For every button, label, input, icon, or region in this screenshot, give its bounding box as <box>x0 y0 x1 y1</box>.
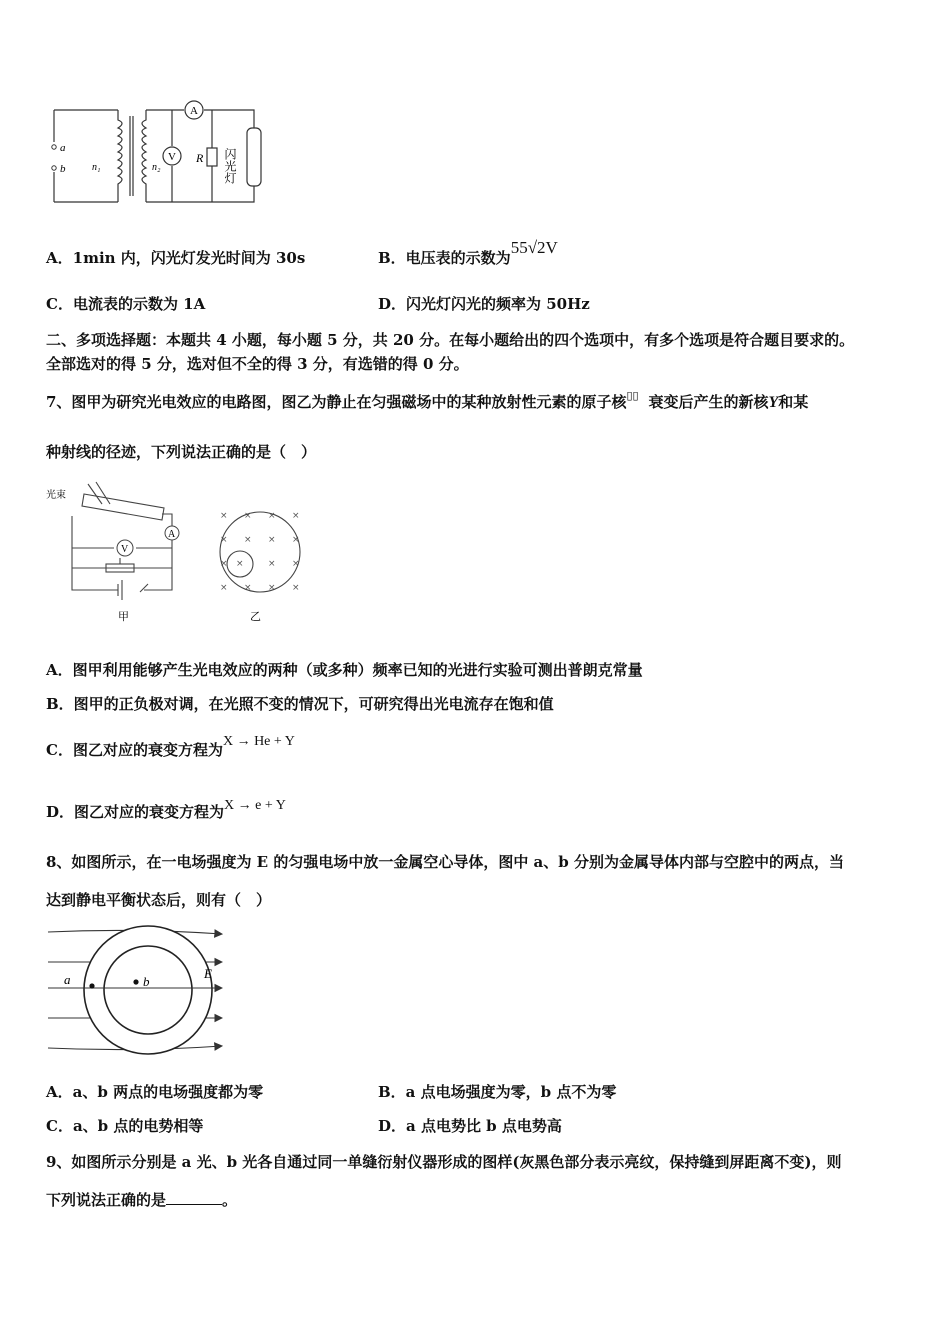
q7-option-d <box>46 798 286 824</box>
q7-stem-line-1 <box>46 389 809 414</box>
q6-option-c: C．电流表的示数为 1A <box>46 295 206 313</box>
q8-stem-line-2: 达到静电平衡状态后，则有（ ） <box>46 891 272 909</box>
light-beam-label: 光束 <box>46 490 66 501</box>
q8-option-d: D．a 点电势比 b 点电势高 <box>378 1117 562 1135</box>
svg-text:×: × <box>292 535 300 545</box>
q7-stem-y: Y <box>768 394 779 411</box>
terminal-b-label: b <box>60 163 66 175</box>
q8-option-a: A．a、b 两点的电场强度都为零 <box>46 1083 264 1101</box>
svg-text:×: × <box>268 511 276 521</box>
hollow-conductor-figure <box>44 924 228 1058</box>
svg-text:×: × <box>220 511 228 521</box>
q7-stem-part-2: 衰变后产生的新核 <box>648 393 769 411</box>
svg-text:×: × <box>268 583 276 593</box>
svg-text:×: × <box>220 535 228 545</box>
q8-stem-line-1: 8、如图所示，在一电场强度为 E 的匀强电场中放一金属空心导体，图中 a、b 分别为金属导体内部与空腔中的两点，当 <box>46 853 844 871</box>
q6-option-b <box>378 238 558 268</box>
q7-stem-part-3: 和某 <box>778 393 809 411</box>
svg-text:×: × <box>268 559 276 569</box>
q7-option-d-text: D．图乙对应的衰变方程为 <box>46 803 225 821</box>
magnetic-field-track-figure <box>206 500 306 626</box>
q9-stem-end: 。 <box>222 1191 238 1209</box>
q7-option-c-text: C．图乙对应的衰变方程为 <box>46 741 223 759</box>
q6-option-b-math: 55√2V <box>510 238 558 257</box>
q9-stem-line-1: 9、如图所示分别是 a 光、b 光各自通过同一单缝衍射仪器形成的图样(灰黑色部分表示亮纹，保持缝到屏距离不变)，则 <box>46 1153 842 1171</box>
svg-text:×: × <box>220 559 228 569</box>
svg-text:×: × <box>244 535 252 545</box>
q7-option-b: B．图甲的正负极对调，在光照不变的情况下，可研究得出光电流存在饱和值 <box>46 695 554 713</box>
q7-voltmeter-label: V <box>121 544 129 555</box>
nuclide-placeholder-icon: ▯▯ <box>626 389 639 402</box>
q7-ammeter-label: A <box>168 529 176 540</box>
ammeter-label: A <box>190 105 198 117</box>
voltmeter-label: V <box>168 151 176 163</box>
svg-text:×: × <box>220 583 228 593</box>
q7-option-c-equation: X → He + Y <box>222 734 295 749</box>
answer-blank[interactable] <box>166 1190 222 1205</box>
resistor-label: R <box>196 151 204 165</box>
q6-option-d: D．闪光灯闪光的频率为 50Hz <box>378 295 590 313</box>
terminal-a-label: a <box>60 142 66 154</box>
point-b-label: b <box>143 974 150 989</box>
q9-stem-text: 下列说法正确的是 <box>46 1191 167 1209</box>
lamp-label: 闪光灯 <box>223 148 237 184</box>
q9-stem-line-2 <box>46 1190 237 1210</box>
field-e-label: E <box>204 966 212 981</box>
q7-stem-line-2: 种射线的径迹，下列说法正确的是（ ） <box>46 443 317 461</box>
section-2-line-1: 二、多项选择题：本题共 4 小题，每小题 5 分，共 20 分。在每小题给出的四个选项中，有多个选项是符合题目要求的。 <box>46 331 855 349</box>
svg-text:×: × <box>292 559 300 569</box>
q7-option-a: A．图甲利用能够产生光电效应的两种（或多种）频率已知的光进行实验可测出普朗克常量 <box>46 661 643 679</box>
svg-text:×: × <box>292 583 300 593</box>
q7-option-d-equation: X → e + Y <box>224 798 286 813</box>
photoelectric-circuit-figure <box>44 478 194 626</box>
q8-option-c: C．a、b 点的电势相等 <box>46 1117 204 1135</box>
q8-option-b: B．a 点电场强度为零，b 点不为零 <box>378 1083 617 1101</box>
q7-stem-part-1: 7、图甲为研究光电效应的电路图，图乙为静止在匀强磁场中的某种放射性元素的原子核 <box>46 393 627 411</box>
n2-label: n₂ <box>152 162 161 173</box>
n1-label: n₁ <box>92 162 101 173</box>
fig-yi-caption: 乙 <box>250 610 261 623</box>
q6-option-b-text: B．电压表的示数为 <box>378 249 511 267</box>
svg-text:×: × <box>244 511 252 521</box>
transformer-circuit-figure <box>40 98 270 208</box>
fig-jia-caption: 甲 <box>118 610 129 623</box>
q6-option-a: A．1min 内，闪光灯发光时间为 30s <box>46 249 306 267</box>
section-2-line-2: 全部选对的得 5 分，选对但不全的得 3 分，有选错的得 0 分。 <box>46 355 469 373</box>
point-a-label: a <box>64 972 71 987</box>
svg-text:×: × <box>268 535 276 545</box>
q7-option-c <box>46 734 295 762</box>
svg-text:×: × <box>292 511 300 521</box>
svg-text:×: × <box>236 559 244 569</box>
svg-text:×: × <box>244 583 252 593</box>
